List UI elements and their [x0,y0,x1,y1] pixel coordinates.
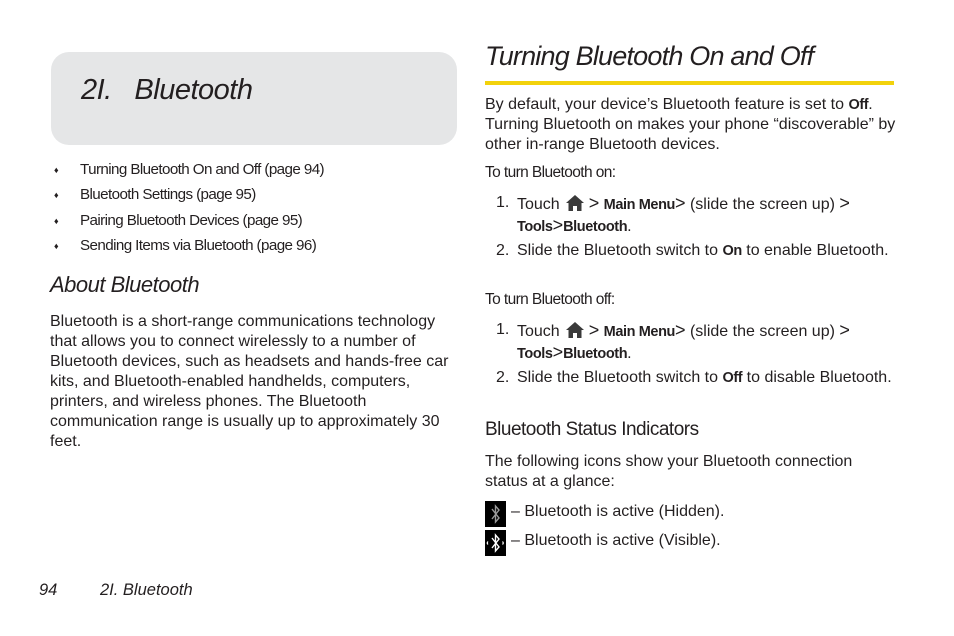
about-paragraph: Bluetooth is a short-range communications technology that allows you to connect wirelessly to a number of Bluetooth devices, such as headsets and hands-free car kits, and Bluetooth-enabled handhelds, computers, printers, and wireless phones. The Bluetooth communication range is usually up to approximately 30 feet. [50,313,449,450]
section-intro [485,95,897,155]
step-number: 1. [496,321,510,338]
off-value: Off [848,97,869,113]
home-icon[interactable] [565,194,585,212]
toc-item[interactable] [51,212,324,237]
main-menu-link[interactable]: Main Menu [603,324,675,340]
footer-page-number: 94 [39,581,58,599]
section-title-rule [485,81,894,85]
bluetooth-visible-icon [485,530,506,556]
on-value: On [722,243,742,259]
tools-link[interactable]: Tools [517,346,553,362]
step-number: 2. [496,242,510,259]
turn-on-step-1 [496,193,896,233]
main-menu-link[interactable]: Main Menu [603,197,675,213]
intro-text: . Turning Bluetooth on makes your phone “discoverable” by other in-range Bluetooth devices. [485,96,896,153]
diamond-bullet-icon: ♦ [54,215,58,226]
step-text [517,320,897,364]
status-heading: Bluetooth Status Indicators [485,419,699,440]
breadcrumb-arrow: > [552,215,564,235]
step-text-part: to enable Bluetooth. [741,242,889,259]
diamond-bullet-icon: ♦ [54,240,58,251]
status-item [485,501,785,527]
status-item-text: – Bluetooth is active (Visible). [511,532,721,549]
breadcrumb-arrow: > [588,320,600,340]
section-title: Turning Bluetooth On and Off [485,41,814,71]
step-text [517,241,897,261]
breadcrumb-arrow: > [839,193,850,213]
toc-item-label: Bluetooth Settings (page 95) [80,186,256,204]
breadcrumb-arrow: > [588,193,600,213]
diamond-bullet-icon: ♦ [54,190,58,201]
intro-text: By default, your device’s Bluetooth feature is set to [485,96,849,113]
step-number: 2. [496,369,510,386]
step-text-part: Slide the Bluetooth switch to [517,242,723,259]
turn-off-step-2 [496,368,896,408]
breadcrumb-arrow: > [839,320,850,340]
diamond-bullet-icon: ♦ [54,165,58,175]
slide-instruction: (slide the screen up) [689,196,835,213]
touch-text: Touch [517,323,560,340]
footer-chapter-name: 2I. Bluetooth [100,581,193,599]
step-end: . [627,218,632,235]
bluetooth-link[interactable]: Bluetooth [563,219,628,235]
toc-item-label: Turning Bluetooth On and Off (page 94) [80,161,324,178]
step-text [517,368,897,388]
bluetooth-hidden-icon [485,501,506,527]
step-text-part: Slide the Bluetooth switch to [517,369,723,386]
turn-off-step-1 [496,320,896,360]
off-value: Off [722,370,743,386]
chapter-title: 2I. Bluetooth [81,74,253,106]
breadcrumb-arrow: > [675,193,686,213]
toc-item[interactable] [51,237,324,262]
toc-item-label: Sending Items via Bluetooth (page 96) [80,236,317,254]
toc-item[interactable] [51,186,324,211]
touch-text: Touch [517,196,560,213]
about-heading: About Bluetooth [50,272,200,297]
breadcrumb-arrow: > [552,342,564,362]
toc-item-label: Pairing Bluetooth Devices (page 95) [80,211,303,229]
home-icon[interactable] [565,321,585,339]
step-number: 1. [496,194,510,211]
step-text-part: to disable Bluetooth. [742,369,892,386]
breadcrumb-arrow: > [675,320,686,340]
toc-item[interactable] [51,161,324,186]
step-text [517,193,897,237]
tools-link[interactable]: Tools [517,219,553,235]
turn-on-step-2 [496,241,896,281]
status-item [485,530,785,556]
bluetooth-link[interactable]: Bluetooth [563,346,628,362]
status-item-text: – Bluetooth is active (Hidden). [511,503,725,520]
step-end: . [627,345,632,362]
turn-off-label: To turn Bluetooth off: [485,291,615,308]
chapter-toc [51,161,324,262]
status-intro: The following icons show your Bluetooth connection status at a glance: [485,453,853,490]
turn-on-label: To turn Bluetooth on: [485,164,616,181]
slide-instruction: (slide the screen up) [689,323,835,340]
